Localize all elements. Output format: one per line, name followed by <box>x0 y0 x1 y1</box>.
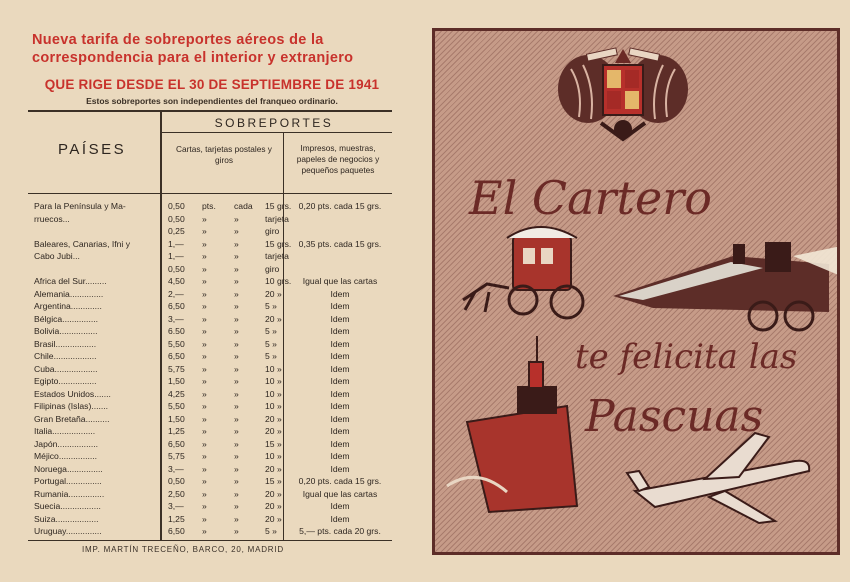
rate-value: 4,50 <box>168 276 185 286</box>
print-rate: Idem <box>330 463 350 474</box>
rate-weight: 5 » <box>265 301 277 311</box>
country-name: Egipto................ <box>34 376 97 386</box>
rate-per: » <box>234 238 239 249</box>
rate-weight: 20 » <box>265 488 282 499</box>
stagecoach-icon <box>463 227 583 318</box>
rate-weight: 5 » <box>265 351 277 361</box>
rate-weight: 20 » <box>265 426 282 436</box>
rate-per: » <box>234 226 239 236</box>
country-name: Chile.................. <box>34 351 97 361</box>
table-row <box>0 339 425 351</box>
rate-unit: » <box>202 251 207 261</box>
rate-unit: » <box>202 438 207 449</box>
print-rate: Idem <box>330 426 350 436</box>
rate-unit: » <box>202 301 207 311</box>
print-rate: Idem <box>330 513 350 524</box>
rate-unit: » <box>202 376 207 386</box>
rate-weight: 10 » <box>265 376 282 386</box>
rate-unit: » <box>202 451 207 461</box>
table-row <box>0 389 425 401</box>
rate-value: 3,— <box>168 501 184 511</box>
rate-per: » <box>234 451 239 461</box>
print-rate: 0,20 pts. cada 15 grs. <box>298 476 382 486</box>
rate-weight: giro <box>265 226 280 236</box>
rate-unit: » <box>202 338 207 349</box>
rate-weight: 10 » <box>265 363 282 374</box>
table-row <box>0 489 425 501</box>
rate-weight: 20 » <box>265 463 282 474</box>
country-name: Italia.................. <box>34 426 96 436</box>
col-header-sobreportes: SOBREPORTES <box>214 116 334 130</box>
rate-per: » <box>234 513 239 524</box>
print-rate: 0,20 pts. cada 15 grs. <box>298 201 382 211</box>
country-name: Cabo Jubi... <box>34 251 80 261</box>
col-header-cartas: Cartas, tarjetas postales y giros <box>176 144 272 165</box>
print-rate: Idem <box>330 301 350 311</box>
rate-value: 0,50 <box>168 201 185 211</box>
rate-per: » <box>234 263 239 274</box>
col-header-impresos: Impresos, muestras, papeles de negocios y pequeños paquetes <box>296 143 380 175</box>
rate-weight: 5 » <box>265 326 277 336</box>
print-rate: Idem <box>330 326 350 336</box>
rate-unit: » <box>202 238 207 249</box>
rate-value: 6,50 <box>168 526 185 536</box>
rate-unit: » <box>202 313 207 324</box>
rate-per: » <box>234 476 239 486</box>
country-name: Suecia................. <box>34 501 101 511</box>
rate-per: » <box>234 288 239 299</box>
rate-per: » <box>234 438 239 449</box>
table-row <box>0 351 425 363</box>
cover-art <box>435 31 837 552</box>
rate-weight: 5 » <box>265 526 277 536</box>
rate-value: 0,25 <box>168 226 185 236</box>
country-name: Alemania.............. <box>34 288 104 299</box>
rate-value: 2,50 <box>168 488 185 499</box>
table-row <box>0 401 425 413</box>
rule-top <box>28 110 392 112</box>
rate-value: 5,50 <box>168 401 185 411</box>
rate-per: » <box>234 351 239 361</box>
rate-weight: tarjeta <box>265 213 289 224</box>
rate-unit: » <box>202 263 207 274</box>
country-name: Bolivia................ <box>34 326 98 336</box>
table-row <box>0 326 425 338</box>
rate-weight: 15 » <box>265 476 282 486</box>
rate-per: » <box>234 213 239 224</box>
rate-value: 0,50 <box>168 263 185 274</box>
rate-per: » <box>234 426 239 436</box>
rate-per: » <box>234 376 239 386</box>
table-row <box>0 251 425 263</box>
rate-per: » <box>234 388 239 399</box>
rate-value: 1,— <box>168 251 184 261</box>
table-row <box>0 414 425 426</box>
print-rate: 5,— pts. cada 20 grs. <box>299 526 381 536</box>
rate-weight: 10 grs. <box>265 276 292 286</box>
table-row <box>0 364 425 376</box>
rate-unit: » <box>202 513 207 524</box>
col-header-paises: PAÍSES <box>58 141 127 158</box>
rate-per: » <box>234 463 239 474</box>
table-row <box>0 289 425 301</box>
rate-value: 2,— <box>168 288 184 299</box>
rate-unit: » <box>202 388 207 399</box>
rate-per: » <box>234 338 239 349</box>
rate-value: 5,50 <box>168 338 185 349</box>
header-date: QUE RIGE DESDE EL 30 DE SEPTIEMBRE DE 1941 <box>44 77 380 92</box>
print-rate: Idem <box>330 363 350 374</box>
rate-unit: » <box>202 226 207 236</box>
rate-weight: 20 » <box>265 501 282 511</box>
rate-value: 5,75 <box>168 363 185 374</box>
rate-per: » <box>234 301 239 311</box>
rate-unit: pts. <box>202 201 216 211</box>
cover-title-line2: te felicita las <box>575 337 798 377</box>
rate-per: » <box>234 401 239 411</box>
country-name: Gran Bretaña.......... <box>34 413 110 424</box>
rate-value: 3,— <box>168 313 184 324</box>
rate-unit: » <box>202 488 207 499</box>
rate-unit: » <box>202 501 207 511</box>
table-row <box>0 514 425 526</box>
cover-title-line3: Pascuas <box>585 391 764 442</box>
rate-weight: 20 » <box>265 313 282 324</box>
print-rate: Idem <box>330 501 350 511</box>
rate-value: 6,50 <box>168 351 185 361</box>
country-name: Baleares, Canarias, Ifni y <box>34 238 131 249</box>
country-name: Brasil................. <box>34 338 97 349</box>
rate-unit: » <box>202 426 207 436</box>
rule-sub <box>160 132 392 133</box>
rate-per: » <box>234 501 239 511</box>
country-name: Uruguay............... <box>34 526 102 536</box>
table-row <box>0 501 425 513</box>
steamship-icon <box>447 336 577 512</box>
rate-value: 3,— <box>168 463 184 474</box>
rate-per: » <box>234 326 239 336</box>
rate-weight: tarjeta <box>265 251 289 261</box>
rate-unit: » <box>202 351 207 361</box>
rate-per: » <box>234 313 239 324</box>
rate-value: 4,25 <box>168 388 185 399</box>
country-name: Argentina............. <box>34 301 102 311</box>
rate-unit: » <box>202 401 207 411</box>
print-rate: Idem <box>330 438 350 449</box>
rate-value: 6,50 <box>168 438 185 449</box>
rate-weight: 20 » <box>265 513 282 524</box>
table-row <box>0 439 425 451</box>
header-note: Estos sobreportes son independientes del franqueo ordinario. <box>86 96 338 106</box>
table-row <box>0 476 425 488</box>
rate-value: 6.50 <box>168 326 185 336</box>
country-name: Suiza.................. <box>34 513 99 524</box>
table-row <box>0 239 425 251</box>
rate-per: » <box>234 276 239 286</box>
print-rate: Idem <box>330 376 350 386</box>
airplane-icon <box>627 433 809 523</box>
rate-value: 0,50 <box>168 476 185 486</box>
country-name: rruecos... <box>34 213 70 224</box>
rate-per: » <box>234 488 239 499</box>
rate-weight: 20 » <box>265 288 282 299</box>
rate-value: 1,50 <box>168 413 185 424</box>
table-row <box>0 451 425 463</box>
print-rate: Idem <box>330 351 350 361</box>
print-rate: Idem <box>330 288 350 299</box>
print-rate: Igual que las cartas <box>302 488 378 499</box>
table-row <box>0 301 425 313</box>
table-row <box>0 214 425 226</box>
print-rate: Idem <box>330 401 350 411</box>
country-name: Filipinas (Islas)....... <box>34 401 109 411</box>
rate-unit: » <box>202 413 207 424</box>
rate-value: 1,— <box>168 238 184 249</box>
country-name: Para la Península y Ma- <box>34 201 126 211</box>
rate-per: » <box>234 363 239 374</box>
print-rate: Idem <box>330 451 350 461</box>
table-row <box>0 464 425 476</box>
rate-value: 5,75 <box>168 451 185 461</box>
locomotive-icon <box>613 242 837 330</box>
rate-weight: 5 » <box>265 338 277 349</box>
country-name: Estados Unidos....... <box>34 388 111 399</box>
printer-imprint: IMP. MARTÍN TRECEÑO, BARCO, 20, MADRID <box>82 545 284 554</box>
coat-of-arms-icon <box>558 48 688 139</box>
rate-value: 0,50 <box>168 213 185 224</box>
country-name: Cuba.................. <box>34 363 98 374</box>
rate-weight: 20 » <box>265 413 282 424</box>
rate-unit: » <box>202 288 207 299</box>
rate-unit: » <box>202 276 207 286</box>
print-rate: Igual que las cartas <box>302 276 378 286</box>
rate-weight: 10 » <box>265 388 282 399</box>
rate-value: 1,25 <box>168 426 185 436</box>
rule-head <box>28 193 392 194</box>
rate-unit: » <box>202 476 207 486</box>
rate-weight: 10 » <box>265 451 282 461</box>
table-row <box>0 226 425 238</box>
print-rate: 0,35 pts. cada 15 grs. <box>298 238 382 249</box>
rate-unit: » <box>202 526 207 536</box>
rule-bottom <box>28 540 392 541</box>
greeting-cover <box>432 28 840 555</box>
country-name: Noruega............... <box>34 463 103 474</box>
rate-per: » <box>234 251 239 261</box>
rate-unit: » <box>202 213 207 224</box>
rate-per: » <box>234 413 239 424</box>
rate-weight: 15 grs. <box>265 201 292 211</box>
table-row <box>0 376 425 388</box>
table-row <box>0 426 425 438</box>
print-rate: Idem <box>330 413 350 424</box>
cover-title-line1: El Cartero <box>469 171 712 225</box>
print-rate: Idem <box>330 313 350 324</box>
table-row <box>0 201 425 213</box>
country-name: Méjico................ <box>34 451 98 461</box>
country-name: Japón................. <box>34 438 99 449</box>
country-name: Bélgica............... <box>34 313 98 324</box>
cover-illustration <box>432 28 840 555</box>
rate-per: » <box>234 526 239 536</box>
table-row <box>0 314 425 326</box>
print-rate: Idem <box>330 338 350 349</box>
rate-unit: » <box>202 363 207 374</box>
rate-unit: » <box>202 463 207 474</box>
country-name: Rumania............... <box>34 488 105 499</box>
rate-weight: giro <box>265 263 280 274</box>
print-rate: Idem <box>330 388 350 399</box>
rate-weight: 15 » <box>265 438 282 449</box>
rate-value: 1,25 <box>168 513 185 524</box>
table-row <box>0 264 425 276</box>
country-name: Africa del Sur......... <box>34 276 107 286</box>
rate-weight: 15 grs. <box>265 238 292 249</box>
rate-weight: 10 » <box>265 401 282 411</box>
rate-value: 6,50 <box>168 301 185 311</box>
rate-per: cada <box>234 201 253 211</box>
table-row <box>0 526 425 538</box>
rate-unit: » <box>202 326 207 336</box>
country-name: Portugal............... <box>34 476 102 486</box>
table-row <box>0 276 425 288</box>
header-title: Nueva tarifa de sobreportes aéreos de la correspondencia para el interior y extranjero <box>32 32 354 66</box>
rate-value: 1,50 <box>168 376 185 386</box>
